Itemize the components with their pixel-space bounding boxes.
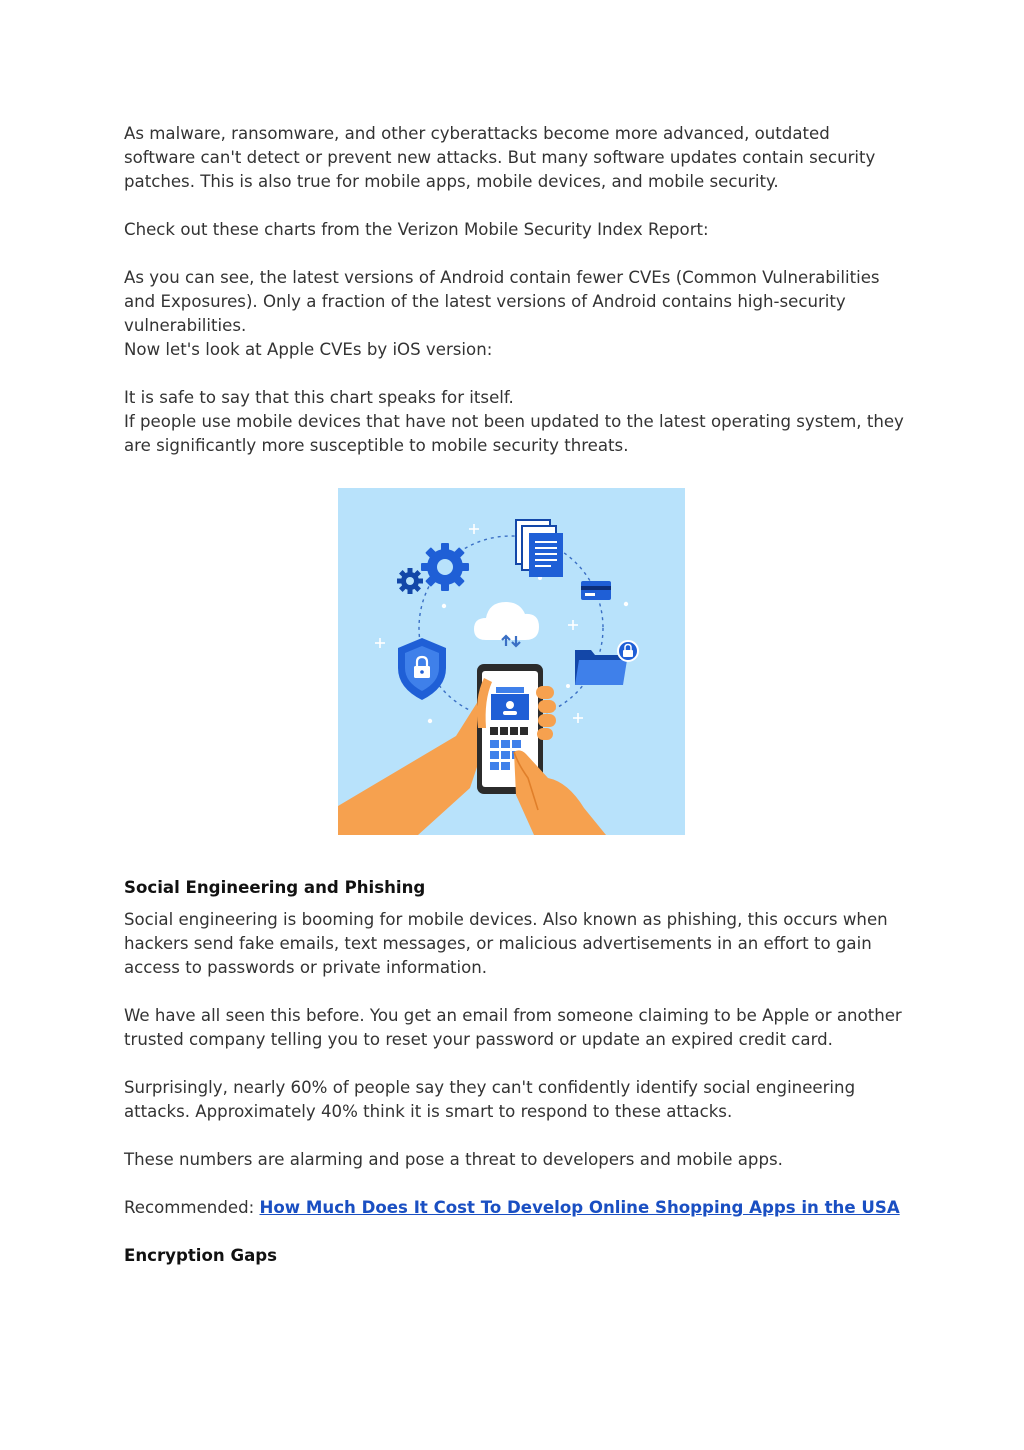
paragraph-statistics: Surprisingly, nearly 60% of people say they can't confidently identify social engineering attacks. Approximately 40% think it is smart to respond to these attacks. <box>124 1078 856 1121</box>
document-page <box>124 122 904 1268</box>
heading-encryption-gaps: Encryption Gaps <box>124 1246 278 1265</box>
paragraph-chart-speaks: It is safe to say that this chart speaks for itself. <box>124 388 514 407</box>
pointing-hand <box>514 750 606 835</box>
mobile-security-illustration <box>338 488 685 835</box>
recommended-link[interactable]: How Much Does It Cost To Develop Online Shopping Apps in the USA <box>259 1198 900 1217</box>
folder-lock-icon <box>575 641 638 685</box>
hand-icon <box>338 698 490 835</box>
recommended-line <box>124 1196 904 1220</box>
paragraph-email-example: We have all seen this before. You get an email from someone claiming to be Apple or another trusted company telling you to reset your password or update an expired credit card. <box>124 1006 902 1049</box>
recommended-label: Recommended: <box>124 1198 260 1217</box>
paragraph-social-booming: Social engineering is booming for mobile devices. Also known as phishing, this occurs when hackers send fake emails, text messages, or malicious advertisements in an effort to gain access to passwords or private information. <box>124 910 888 977</box>
cloud-sync-icon <box>474 602 539 646</box>
heading-social-engineering: Social Engineering and Phishing <box>124 878 426 897</box>
credit-card-icon <box>581 581 611 600</box>
paragraph-android-cves: As you can see, the latest versions of Android contain fewer CVEs (Common Vulnerabilities and Exposures). Only a fraction of the latest versions of Android contains high-security vulnerabilities. <box>124 268 880 335</box>
paragraph-alarming: These numbers are alarming and pose a threat to developers and mobile apps. <box>124 1150 783 1169</box>
figure-container <box>124 474 904 870</box>
paragraph-verizon-charts: Check out these charts from the Verizon Mobile Security Index Report: <box>124 220 709 239</box>
paragraph-outdated-software: As malware, ransomware, and other cyberattacks become more advanced, outdated software can't detect or prevent new attacks. But many software updates contain security patches. This is also true for mobile apps, mobile devices, and mobile security. <box>124 124 876 191</box>
shield-lock-icon <box>398 638 446 700</box>
gear-icon <box>397 543 469 594</box>
paragraph-susceptible: If people use mobile devices that have not been updated to the latest operating system, they are significantly more susceptible to mobile security threats. <box>124 412 904 455</box>
document-icon <box>516 520 563 577</box>
paragraph-apple-cves: Now let's look at Apple CVEs by iOS version: <box>124 340 493 359</box>
